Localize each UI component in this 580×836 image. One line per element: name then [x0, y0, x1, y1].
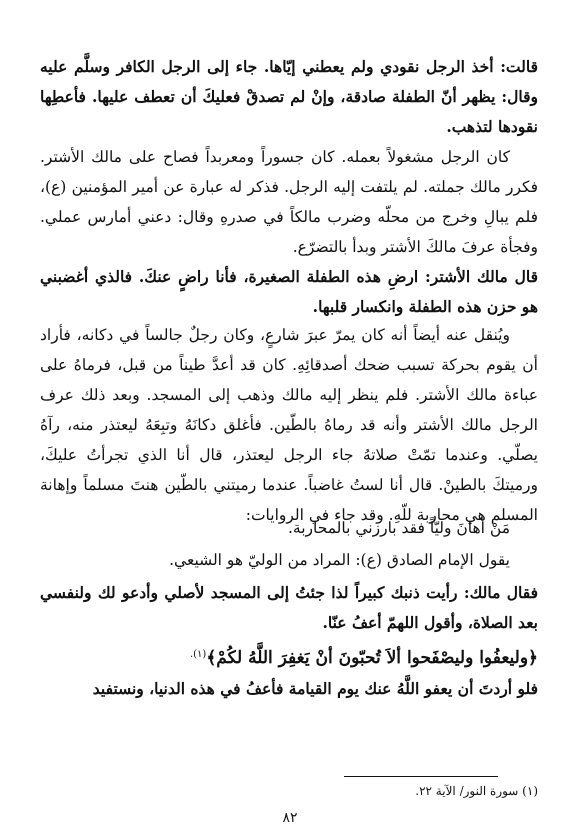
- quran-verse-text: ﴿وليعفُوا وليصْفَحوا ألاَ تُحبّونَ أنْ يَغفِرَ اللَّهُ لكُمْ﴾: [206, 648, 538, 669]
- footnote-divider: [344, 776, 498, 777]
- page-number: ٨٢: [282, 810, 298, 826]
- footnote-reference: (١).: [189, 649, 207, 660]
- paragraph-7: فلو أردتَ أن يعفو اللَّهُ عنك يوم القيامة فأعفُ في هذه الدنيا، ونستفيد: [92, 679, 538, 698]
- paragraph-5: يقول الإمام الصادق (ع): المراد من الوليّ هو الشيعي.: [169, 551, 510, 569]
- paragraph-3: قال مالك الأشتر: ارضِ هذه الطفلة الصغيرة، فأنا راضٍ عنكَ. فالذي أغضبني هو حزن هذه الطفلة وانكسار قلبها.: [40, 267, 538, 316]
- paragraph-2: كان الرجل مشغولاً بعمله. كان جسوراً ومعربداً فصاح على مالك الأشتر. فكرر مالك جملته. لم يلتفت إليه الرجل. فذكر له عبارة عن أمير المؤمنين (ع)، فلم يبالِ وخرج من محلّه وضرب مالكاً في صدرهِ وقال: دعني أمارس عملي. وفجأة عرفَ مالكَ الأشتر وبدأ بالتضرّع.: [40, 148, 538, 256]
- footnote: (١) سورة النور/ الآية ٢٢.: [415, 784, 538, 798]
- paragraph-6: فقال مالك: رأيت ذنبك كبيراً لذا جئتُ إلى المسجد لأصلي وأدعو لك ولنفسي بعد الصلاة، وأقول اللهمّ أعفُ عنّا.: [40, 583, 538, 632]
- paragraph-4: ويُنقل عنه أيضاً أنه كان يمرّ عبرَ شارعٍ، وكان رجلٌ جالساً في دكانه، فأراد أن يقوم بحركة تسبب ضحك أصدقائِهِ. كان قد أعدَّ طيناً من قبل، فرماهُ على عباءة مالك الأشتر. فلم ينظر إليه مالك وذهب إلى المسجد. وبعد ذلك عرف الرجل مالك الأشتر وأنه قد رماهُ بالطّين. فأغلق دكانَهُ وتبِعَهُ ليعتذر منه، رآهُ يصلّي. وعندما تمّتْ صلاتهُ جاء الرجل ليعتذر، قال أنا الذي تجرأتُ عليكَ، ورميتكَ بالطينْ. قال أنا لستُ غاضباً. عندما رميتني بالطّين هنتَ مسلماً وإهانة المسلم هي محاربة للّهِ. وقد جاء في الروايات:: [40, 326, 538, 524]
- quran-verse: [40, 640, 538, 673]
- paragraph-hadith: مَنْ أهانَ وليّاً فقد بارزني بالمحاربة.: [287, 519, 510, 537]
- paragraph-1: قالت: أخذ الرجل نقودي ولم يعطني إيّاها. جاء إلى الرجل الكافر وسلَّم عليه وقال: يظهر أنّ الطفلة صادقة، وإنْ لم تصدقْ فعليكَ أن تعطف عليها. فأعطِها نقودها لتذهب.: [40, 57, 538, 136]
